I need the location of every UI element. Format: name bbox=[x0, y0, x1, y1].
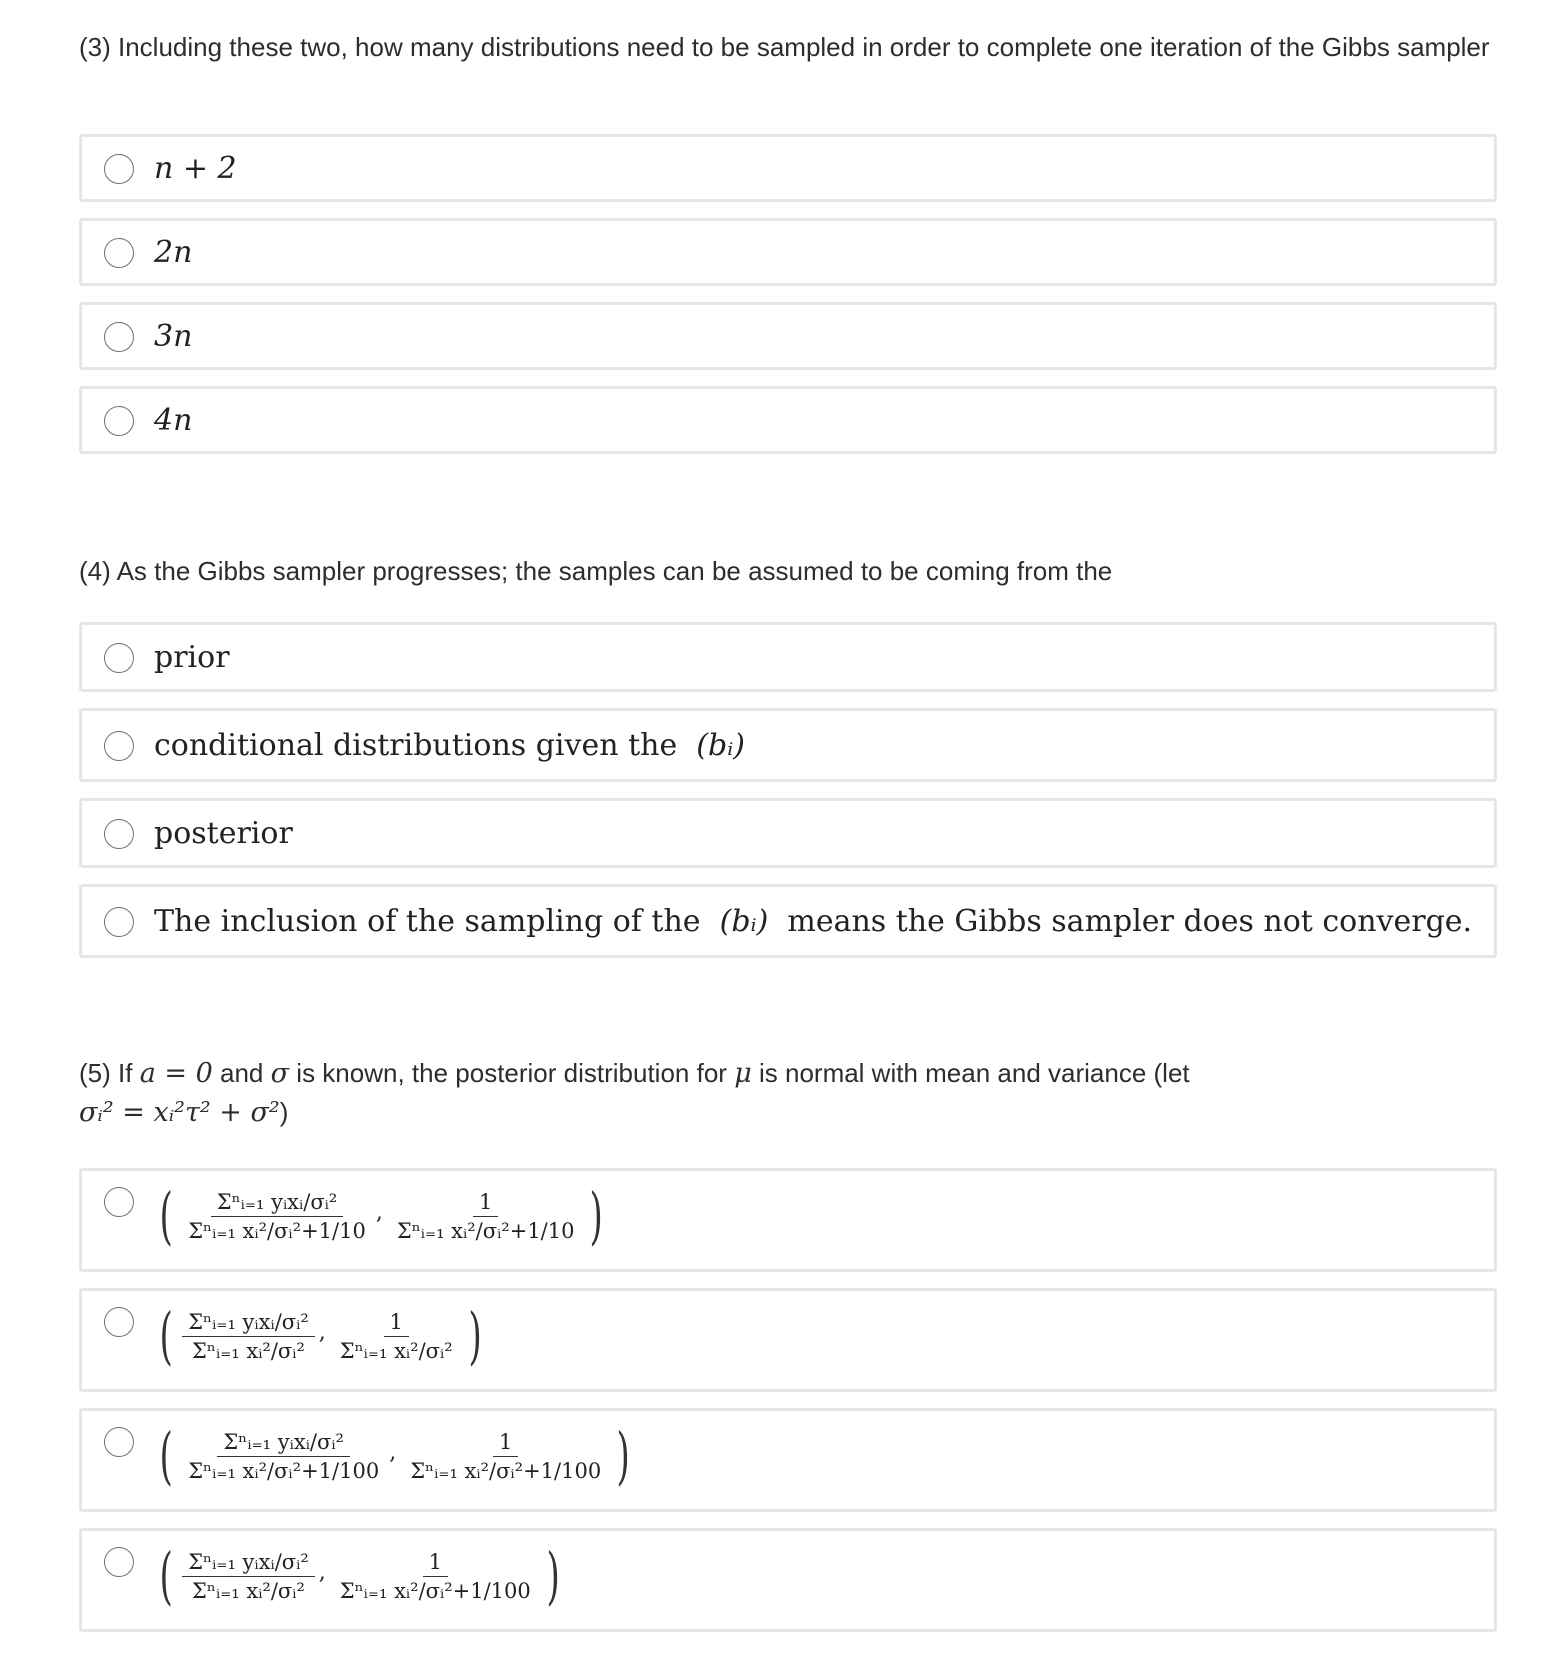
question-3-text: (3) Including these two, how many distributions need to be sampled in order to complete one iteration of the Gibbs sampler bbox=[79, 32, 1490, 62]
question-3 bbox=[79, 28, 1499, 66]
q5-option-2[interactable] bbox=[79, 1288, 1497, 1392]
radio-button[interactable] bbox=[104, 1187, 134, 1217]
q4-option-1[interactable] bbox=[79, 622, 1497, 692]
mean-fraction: $\frac{\text{Σⁿᵢ₌₁ yᵢxᵢ/σᵢ²}}{\text{Σⁿᵢ₌₁ xᵢ²/σᵢ²+1/10}}$ bbox=[188, 1189, 366, 1243]
variance-fraction: $\frac{1}{\text{Σⁿᵢ₌₁ xᵢ²/σᵢ²}}$ bbox=[339, 1309, 453, 1363]
q4-option-4-label: The inclusion of the sampling of the (bᵢ) means the Gibbs sampler does not converge. bbox=[154, 904, 1473, 939]
question-4 bbox=[79, 552, 1499, 590]
mean-fraction: $\frac{\text{Σⁿᵢ₌₁ yᵢxᵢ/σᵢ²}}{\text{Σⁿᵢ₌₁ xᵢ²/σᵢ²}}$ bbox=[182, 1308, 315, 1365]
q3-option-2-label: 2n bbox=[154, 235, 193, 270]
q4-option-1-label: prior bbox=[154, 640, 230, 675]
radio-button[interactable] bbox=[104, 819, 134, 849]
mean-fraction: $\frac{\text{Σⁿᵢ₌₁ yᵢxᵢ/σᵢ²}}{\text{Σⁿᵢ₌₁ xᵢ²/σᵢ²}}$ bbox=[182, 1548, 315, 1605]
q4-option-3[interactable] bbox=[79, 798, 1497, 868]
radio-button[interactable] bbox=[104, 907, 134, 937]
q5-option-4-formula: ( $\frac{\text{Σⁿᵢ₌₁ yᵢxᵢ/σᵢ²}}{\text{Σⁿᵢ₌₁ xᵢ²/σᵢ²}}$ , $\frac{1}{\text{Σⁿᵢ₌₁ xᵢ²/σᵢ²+1/100}}$ ) bbox=[159, 1539, 560, 1612]
radio-button[interactable] bbox=[104, 1427, 134, 1457]
q5-option-3[interactable] bbox=[79, 1408, 1497, 1512]
variance-fraction: $\frac{1}{\text{Σⁿᵢ₌₁ xᵢ²/σᵢ²+1/100}}$ bbox=[410, 1429, 602, 1483]
q3-option-3[interactable] bbox=[79, 302, 1497, 370]
radio-button[interactable] bbox=[104, 731, 134, 761]
question-5 bbox=[79, 1054, 1499, 1132]
variance-fraction: $\frac{1}{\text{Σⁿᵢ₌₁ xᵢ²/σᵢ²+1/10}}$ bbox=[396, 1189, 575, 1243]
question-5-text: (5) If a = 0 and σ is known, the posterior distribution for μ is normal with mean and variance (let σᵢ² = xᵢ²τ² + σ²) bbox=[79, 1058, 1190, 1128]
radio-button[interactable] bbox=[104, 322, 134, 352]
radio-button[interactable] bbox=[104, 1547, 134, 1577]
q5-option-2-formula: ( $\frac{\text{Σⁿᵢ₌₁ yᵢxᵢ/σᵢ²}}{\text{Σⁿᵢ₌₁ xᵢ²/σᵢ²}}$ , $\frac{1}{\text{Σⁿᵢ₌₁ xᵢ²/σᵢ²}}$ ) bbox=[159, 1299, 482, 1372]
radio-button[interactable] bbox=[104, 406, 134, 436]
q3-option-1[interactable] bbox=[79, 134, 1497, 202]
q3-option-3-label: 3n bbox=[154, 319, 193, 354]
mean-fraction: $\frac{\text{Σⁿᵢ₌₁ yᵢxᵢ/σᵢ²}}{\text{Σⁿᵢ₌₁ xᵢ²/σᵢ²+1/100}}$ bbox=[188, 1429, 380, 1483]
q4-option-4[interactable] bbox=[79, 884, 1497, 958]
radio-button[interactable] bbox=[104, 1307, 134, 1337]
q5-option-3-formula: ( $\frac{\text{Σⁿᵢ₌₁ yᵢxᵢ/σᵢ²}}{\text{Σⁿᵢ₌₁ xᵢ²/σᵢ²+1/100}}$ , $\frac{1}{\text{Σⁿᵢ₌₁ xᵢ²/σᵢ²+1/100}}$ ) bbox=[159, 1419, 630, 1492]
q5-option-1[interactable] bbox=[79, 1168, 1497, 1272]
variance-fraction: $\frac{1}{\text{Σⁿᵢ₌₁ xᵢ²/σᵢ²+1/100}}$ bbox=[339, 1549, 531, 1603]
q3-option-4[interactable] bbox=[79, 386, 1497, 454]
q4-option-2[interactable] bbox=[79, 708, 1497, 782]
q4-option-2-label: conditional distributions given the (bᵢ) bbox=[154, 728, 745, 763]
q5-option-1-formula: ( $\frac{\text{Σⁿᵢ₌₁ yᵢxᵢ/σᵢ²}}{\text{Σⁿᵢ₌₁ xᵢ²/σᵢ²+1/10}}$ , $\frac{1}{\text{Σⁿᵢ₌₁ xᵢ²/σᵢ²+1/10}}$ ) bbox=[159, 1179, 604, 1252]
q3-option-1-label: n + 2 bbox=[154, 151, 237, 186]
q3-option-4-label: 4n bbox=[154, 403, 193, 438]
q4-option-3-label: posterior bbox=[154, 816, 293, 851]
q5-option-4[interactable] bbox=[79, 1528, 1497, 1632]
radio-button[interactable] bbox=[104, 238, 134, 268]
radio-button[interactable] bbox=[104, 154, 134, 184]
q3-option-2[interactable] bbox=[79, 218, 1497, 286]
question-4-text: (4) As the Gibbs sampler progresses; the samples can be assumed to be coming from the bbox=[79, 556, 1113, 586]
radio-button[interactable] bbox=[104, 643, 134, 673]
